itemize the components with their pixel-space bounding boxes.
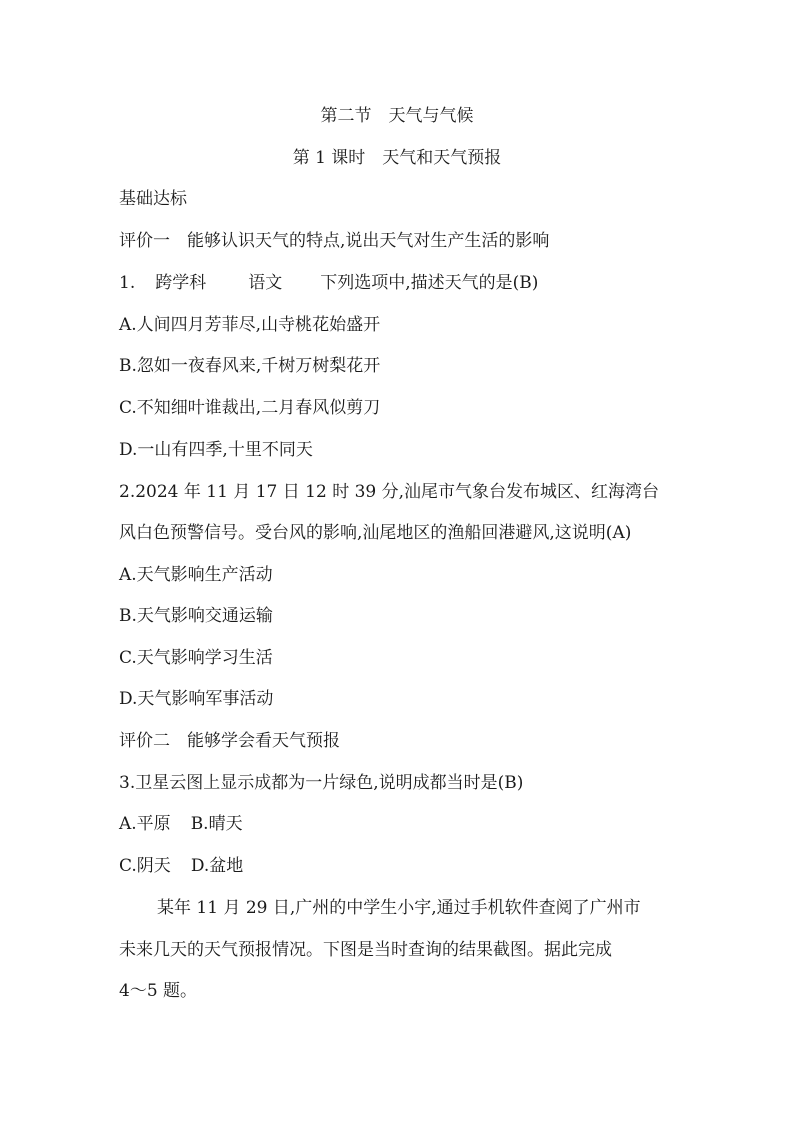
question-1-tag-interdisciplinary: 跨学科: [155, 273, 207, 293]
question-3-options-row-2: [119, 856, 243, 876]
question-2-stem-line-1: 2.2024 年 11 月 17 日 12 时 39 分,汕尾市气象台发布城区、红海湾台: [119, 482, 660, 502]
question-2-option-b: B.天气影响交通运输: [119, 606, 273, 626]
question-1-option-b: B.忽如一夜春风来,千树万树梨花开: [119, 356, 381, 376]
passage-line-2: 未来几天的天气预报情况。下图是当时查询的结果截图。据此完成: [119, 940, 612, 960]
passage-line-1: 某年 11 月 29 日,广州的中学生小宇,通过手机软件查阅了广州市: [157, 898, 641, 918]
question-1-option-c: C.不知细叶谁裁出,二月春风似剪刀: [119, 398, 381, 418]
question-1-tag-chinese: 语文: [248, 273, 283, 293]
question-3-option-c: C.阴天: [119, 856, 171, 876]
question-2-option-c: C.天气影响学习生活: [119, 648, 273, 668]
question-1-number: 1.: [119, 273, 136, 293]
section-title: 第二节 天气与气候: [320, 106, 474, 126]
question-3-option-d: D.盆地: [190, 856, 244, 876]
question-1-option-d: D.一山有四季,十里不同天: [119, 440, 313, 460]
question-3-stem: 3.卫星云图上显示成都为一片绿色,说明成都当时是(B): [119, 773, 524, 793]
evaluation-one-heading: 评价一 能够认识天气的特点,说出天气对生产生活的影响: [119, 231, 550, 251]
evaluation-two-heading: 评价二 能够学会看天气预报: [119, 731, 340, 751]
question-3-option-a: A.平原: [119, 814, 171, 834]
question-3-options-row-1: [119, 814, 243, 834]
question-2-stem-line-2: 风白色预警信号。受台风的影响,汕尾地区的渔船回港避风,这说明(A): [119, 523, 632, 543]
question-3-option-b: B.晴天: [190, 814, 243, 834]
question-1-text: 下列选项中,描述天气的是(B): [320, 273, 539, 293]
question-2-option-d: D.天气影响军事活动: [119, 689, 274, 709]
lesson-title: 第 1 课时 天气和天气预报: [292, 148, 502, 168]
section-heading: 基础达标: [119, 189, 187, 209]
question-1-option-a: A.人间四月芳菲尽,山寺桃花始盛开: [119, 315, 381, 335]
passage-line-3: 4～5 题。: [119, 981, 198, 1001]
question-2-option-a: A.天气影响生产活动: [119, 565, 273, 585]
question-1-stem: [119, 273, 538, 293]
